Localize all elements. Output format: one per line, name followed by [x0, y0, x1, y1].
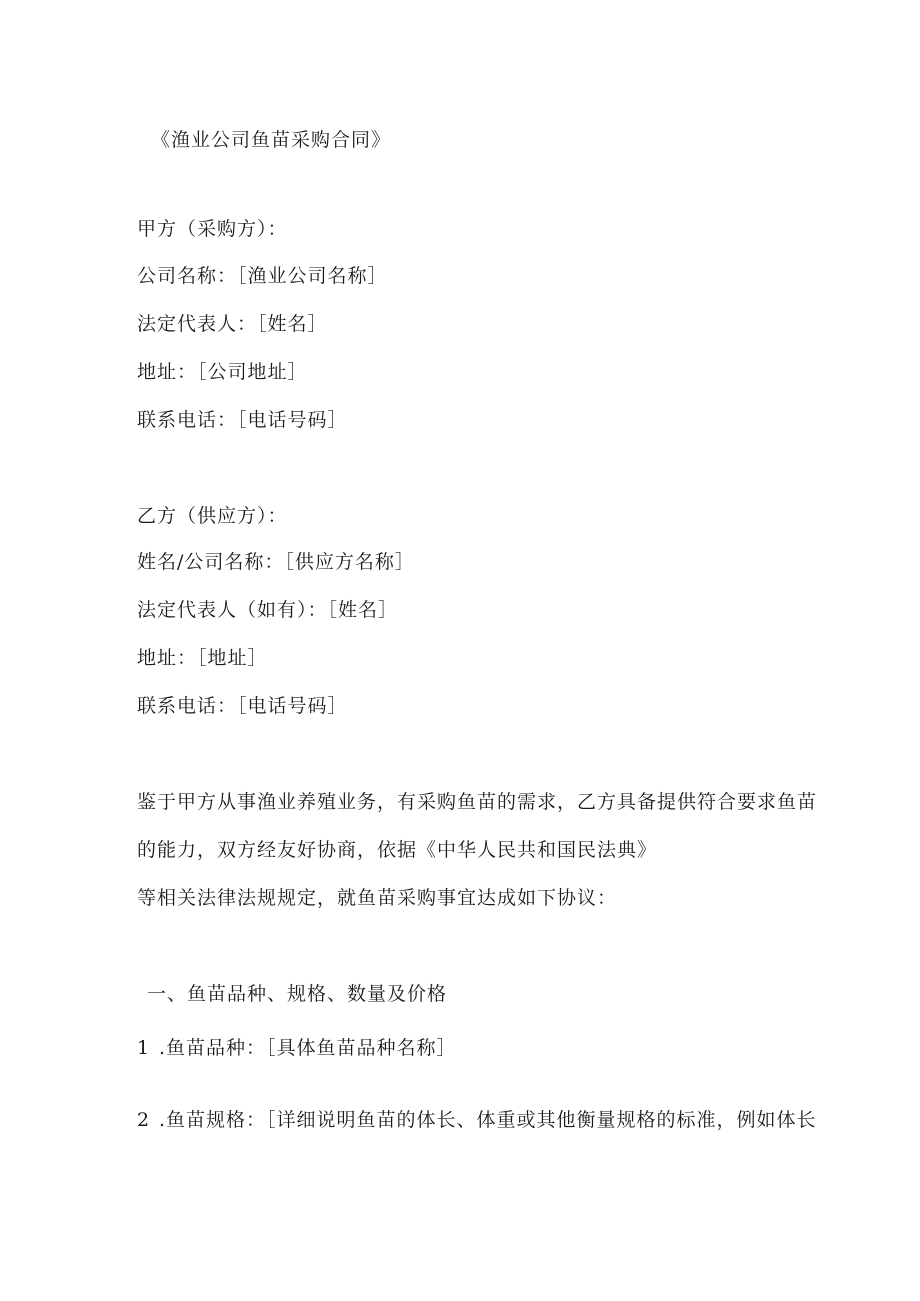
item-number: 2: [137, 1109, 151, 1131]
party-b-heading: 乙方（供应方）：: [137, 505, 288, 527]
preamble-line-1: 鉴于甲方从事渔业养殖业务，有采购鱼苗的需求，乙方具备提供符合要求鱼苗: [137, 791, 818, 813]
section-1-heading: 一、鱼苗品种、规格、数量及价格: [147, 983, 448, 1005]
party-b-address: 地址：［地址］: [137, 647, 268, 669]
contract-title: 《渔业公司鱼苗采购合同》: [151, 129, 392, 151]
item-number: 1: [137, 1037, 151, 1059]
party-a-company: 公司名称：［渔业公司名称］: [137, 265, 388, 287]
party-a-phone: 联系电话：［电话号码］: [137, 409, 348, 431]
item-text: .鱼苗品种：［具体鱼苗品种名称］: [159, 1037, 457, 1059]
party-b-representative: 法定代表人（如有）：［姓名］: [137, 599, 399, 621]
party-b-name: 姓名/公司名称：［供应方名称］: [137, 551, 415, 573]
section-1-item-2: [137, 1107, 817, 1133]
party-a-heading: 甲方（采购方）：: [137, 218, 288, 240]
preamble-line-3: 等相关法律法规规定，就鱼苗采购事宜达成如下协议：: [137, 887, 618, 909]
item-text: .鱼苗规格：［详细说明鱼苗的体长、体重或其他衡量规格的标准，例如体长: [159, 1109, 817, 1131]
party-a-address: 地址：［公司地址］: [137, 361, 308, 383]
preamble-line-2: 的能力，双方经友好协商，依据《中华人民共和国民法典》: [137, 839, 658, 861]
section-1-item-1: [137, 1035, 457, 1061]
party-a-representative: 法定代表人：［姓名］: [137, 313, 328, 335]
party-b-phone: 联系电话：［电话号码］: [137, 695, 348, 717]
